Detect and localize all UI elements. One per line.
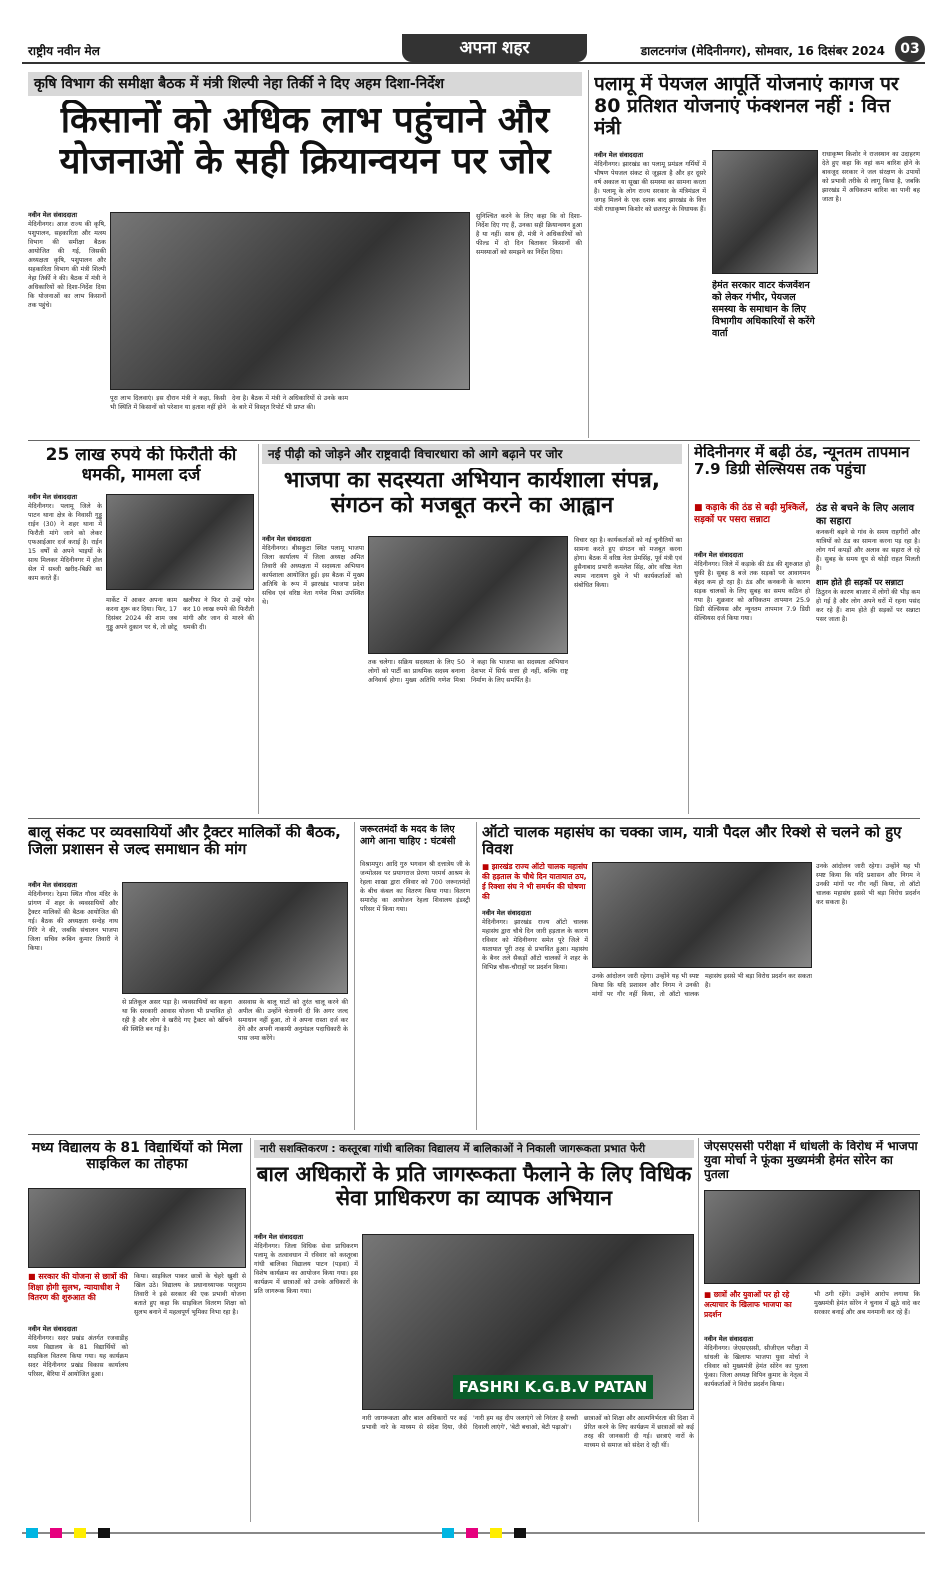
balu-headline: बालू संकट पर व्यवसायियों और ट्रैक्टर मालिकों की बैठक, जिला प्रशासन से जल्द समाधान की मांग [28,824,341,859]
auto-body-2: उनके आंदोलन जारी रहेगा। उन्होंने यह भी स्पष्ट किया कि यदि प्रशासन और निगम ने उनकी मांगों पर गौर नहीं किया, तो ऑटो चालक महासंघ इससे भी बड़ा विरोध प्रदर्शन कर सकता है। [592,973,812,998]
jssc-body: मेदिनीनगर। जेएसएससी, सीजीएल परीक्षा में धांधली के खिलाफ भाजपा युवा मोर्चा ने रविवार को मुख्यमंत्री हेमंत सोरेन का पुतला फूंका। जिला अध्यक्ष विपिन कुमार के नेतृत्व में कार्यकर्ताओं ने विरोध प्रदर्शन किया। [704,1345,808,1388]
school-banner: FASHRI K.G.B.V PATAN [453,1375,653,1399]
lead-kicker: कृषि विभाग की समीक्षा बैठक में मंत्री शिल्पी नेहा तिर्की ने दिए अहम दिशा-निर्देश [28,72,582,96]
jarurat-body: विश्रामपुर। आदि गुरु भगवान श्री दत्तात्रेय जी के जन्मोत्सव पर प्रयागराज प्रेरणा परमर्थ आश्रम के रेहला शाखा द्वारा रविवार को 700 जरूरतमंदों के बीच कंबल का वितरण किया गया। वितरण समारोह का आयोजन रेहला शिवालय इंडस्ट्री परिसर में किया गया। [360,861,470,913]
bjp-col-1 [262,534,364,814]
jarurat-headline: जरूरतमंदों के मदद के लिए आगे आना चाहिए : घंटबंसी [360,824,456,847]
balu-body: मेदिनीनगर। रेड़मा स्थित गौरव मंदिर के प्रांगण में शहर के व्यवसायियों और ट्रैक्टर मालिकों की बैठक आयोजित की गई। बैठक की अध्यक्षता सन्देह नाथ गिरि ने की, जबकि संचालन भाजपा जिला सचिव रूबिन कुमार तिवारी ने किया। [28,891,118,952]
jssc-photo [704,1190,920,1284]
registration-swatch [442,1528,454,1538]
palamu-body: मेदिनीनगर। झारखंड का पलामू प्रमंडल गर्मियों में भीषण पेयजल संकट से जूझता है और हर दूसरे वर्ष अकाल या सूखा की समस्या का सामना करता है। पलामू के लोग राज्य सरकार के मंत्रिमंडल में जगह मिलने के एक दशक बाद झारखंड के वित्त मंत्री राधाकृष्ण किशोर को छतरपुर के विधायक हैं। [594,161,706,213]
auto-body-3: उनके आंदोलन जारी रहेगा। उन्होंने यह भी स्पष्ट किया कि यदि प्रशासन और निगम ने उनकी मांगों पर गौर नहीं किया, तो ऑटो चालक महासंघ इससे भी बड़ा विरोध प्रदर्शन कर सकता है। [816,863,920,906]
firauti-headline: 25 लाख रुपये की फिरौती की धमकी, मामला दर्ज [45,446,237,485]
section-title: अपना शहर [402,34,587,62]
cold-col-1 [694,550,810,814]
cold-box [816,502,920,814]
bal-col-1 [254,1232,358,1522]
firauti-body: मेदिनीनगर। पलामू जिले के पाटन थाना क्षेत्र के निवासी गुड्डू राईन (30) ने शहर थाना में फिरौती मांगे जाने को लेकर एफआईआर दर्ज कराई है। राईन 15 वर्षों से अपने भाइयों के साथ मिलकर मेदिनीनगर में होल सेल में सब्जी खरीद-बिक्री का काम करते हैं। [28,503,102,582]
bal-byline: नवीन मेल संवाददाता [254,1233,303,1241]
auto-headline: ऑटो चालक महासंघ का चक्का जाम, यात्री पैदल और रिक्शे से चलने को हुए विवश [482,824,902,858]
lead-headline: किसानों को अधिक लाभ पहुंचाने और योजनाओं के सही क्रियान्वयन पर जोर [59,100,551,183]
balu-photo [122,882,348,994]
palamu-col-1 [594,150,706,438]
cycle-body: मेदिनीनगर। सदर प्रखंड अंतर्गत रजवाडीह मध्य विद्यालय के 81 विद्यार्थियों को साइकिल वितरण किया गया। यह कार्यक्रम सदर मेदिनीनगर प्रखंड विकास कार्यालय परिसर, बैरिया में आयोजित हुआ। [28,1335,128,1378]
paper-name: राष्ट्रीय नवीन मेल [28,44,100,58]
bal-body-2: नारी जागरूकता और बाल अधिकारों पर कई प्रभावी नारे के माध्यम से संदेश दिया, जैसे 'नारी हम वह दीप जलाएंगे जो निरंतर है सच्ची दिवाली लाएंगे', 'बेटी बचाओ, बेटी पढ़ाओ'। [362,1415,578,1431]
balu-col-1 [28,880,118,1128]
registration-bar [22,1528,925,1538]
palamu-caption: हेमंत सरकार वाटर कंजर्वेशन को लेकर गंभीर, पेयजल समस्या के समाधान के लिए विभागीय अधिकारियों से करेंगे वार्ता [712,280,815,339]
lead-body-3: सुनिश्चित करने के लिए कहा कि वो दिशा-निर्देश दिए गए हैं, उनका सही क्रियान्वयन हुआ है या नहीं। साथ ही, मंत्री ने अधिकारियों को फील्ड में दो दिन बिताकर किसानों की समस्याओं को समझने का निर्देश दिया। [476,213,582,256]
auto-photo [592,862,812,968]
cycle-photo [28,1188,246,1268]
minister-photo [712,150,818,274]
bal-headline: बाल अधिकारों के प्रति जागरूकता फैलाने के लिए विधिक सेवा प्राधिकरण का व्यापक अभियान [256,1162,692,1211]
jssc-byline: नवीन मेल संवाददाता [704,1335,753,1343]
cold-box-title: ठंड से बचने के लिए अलाव का सहारा [816,503,915,527]
lead-body: मेदिनीनगर। आज राज्य की कृषि, पशुपालन, सहकारिता और मत्स्य विभाग की समीक्षा बैठक आयोजित की गई, जिसकी अध्यक्षता कृषि, पशुपालन और सहकारिता विभाग की मंत्री शिल्पी नेहा तिर्की ने की। बैठक में मंत्री ने अधिकारियों को दिशा-निर्देश दिया कि योजनाओं का लाभ किसानों तक पहुंचे। [28,221,106,309]
registration-swatch [98,1528,110,1538]
bjp-body-3: विचार रहा है। कार्यकर्ताओं को नई चुनौतियों का सामना करते हुए संगठन को मजबूत करना होगा। बैठक में वरिष्ठ नेता प्रेमसिंह, पूर्व मंत्री एवं हुसैनाबाद प्रभारी कमलेश सिंह, ओर वरिष्ठ नेता श्याम नारायण दुबे ने भी कार्यकर्ताओं को संबोधित किया। [574,537,682,589]
dateline: डालटनगंज (मेदिनीनगर), सोमवार, 16 दिसंबर 2024 [640,44,885,58]
bal-body-3: छात्राओं को शिक्षा और आत्मनिर्भरता की दिशा में प्रेरित करने के लिए कार्यक्रम में छात्राओं को कई तरह की जानकारी दी गई। छात्राएं नारों के माध्यम से समाज को संदेश दे रही थीं। [584,1415,694,1449]
bal-photo [362,1234,694,1410]
registration-swatch [74,1528,86,1538]
registration-swatch [26,1528,38,1538]
jssc-headline: जेएसएससी परीक्षा में धांधली के विरोध में भाजपा युवा मोर्चा ने फूंका मुख्यमंत्री हेमंत सोरेन का पुतला [704,1140,918,1181]
lead-byline: नवीन मेल संवाददाता [28,211,77,219]
balu-body-3: असवास के बालू घाटों को तुरंत चालू करने की अपील की। उन्होंने चेतावनी दी कि अगर जल्द समाधान नहीं हुआ, तो वे अपना रास्ता दर्ज कर देंगे और अपनी नाकामी अनुमंडल पदाधिकारी के पास जमा करेंगे। [238,999,348,1042]
lead-col-1 [28,210,106,435]
firauti-body-2: मार्केट में आकर अपना काम करना शुरू कर दिया। फिर, 17 दिसंबर 2024 की शाम जब गुड्डू अपने दुकान पर थे, तो छोटू खलीफा ने फिर से उन्हें फोन कर 10 लाख रुपये की फिरौती मांगी और जान से मारने की धमकी दी। [106,597,254,631]
cold-headline: मेदिनीनगर में बढ़ी ठंड, न्यूनतम तापमान 7.9 डिग्री सेल्सियस तक पहुंचा [694,444,910,479]
cycle-body-2: किया। साइकिल पाकर छात्रों के चेहरे खुशी से खिल उठे। विद्यालय के प्रधानाध्यापक परशुराम तिवारी ने इसे सरकार की एक प्रभावी योजना बताते हुए कहा कि साइकिल वितरण शिक्षा को सुलभ बनाने में महत्वपूर्ण भूमिका निभा रहा है। [134,1273,246,1316]
auto-subhead: ■ झारखंड राज्य ऑटो चालक महासंघ की हड़ताल के चौथे दिन यातायात ठप, ई रिक्शा संघ ने भी समर्थन की घोषणा की [482,862,588,906]
firauti-col-1 [28,492,102,812]
cycle-subhead: ■ सरकार की योजना से छात्रों की शिक्षा होगी सुलभ, न्यायाधीश ने वितरण की शुरुआत की [28,1272,128,1322]
palamu-byline: नवीन मेल संवाददाता [594,151,643,159]
cold-body: मेदिनीनगर। जिले में कड़ाके की ठंड की शुरुआत हो चुकी है। सुबह 8 बजे तक सड़कों पर आवागमन बेहद कम हो रहा है। ठंड और कनकनी के कारण सड़क चालकों के लिए सुबह का समय कठिन हो गया है। शुक्रवार को अधिकतम तापमान 25.9 डिग्री सेल्सियस और न्यूनतम तापमान 7.9 डिग्री सेल्सियस दर्ज किया गया। [694,561,810,622]
auto-body: मेदिनीनगर। झारखंड राज्य ऑटो चालक महासंघ द्वारा चौथे दिन जारी हड़ताल के कारण रविवार को मेदिनीनगर समेत पूरे जिले में यातायात पूरी तरह से प्रभावित हुआ। महासंघ के बैनर तले सैकड़ों ऑटो चालकों ने शहर के विभिन्न चौक-चौराहों पर प्रदर्शन किया। [482,919,588,971]
section-rule [28,440,920,441]
jssc-col-1 [704,1334,808,1522]
column-rule [354,822,355,1130]
registration-swatch [466,1528,478,1538]
masthead [22,34,925,64]
bjp-byline: नवीन मेल संवाददाता [262,535,311,543]
cycle-byline: नवीन मेल संवाददाता [28,1325,77,1333]
cold-box-body: कनकनी बढ़ने से गांव के समय राहगीरों और यात्रियों को ठंड का सामना करना पड़ रहा है। लोग गर्म कपड़ों और अलाव का सहारा ले रहे हैं। सुबह के समय धूप से थोड़ी राहत मिलती है। [816,529,920,572]
jssc-subhead: ■ छात्रों और युवाओं पर हो रहे अत्याचार के खिलाफ भाजपा का प्रदर्शन [704,1290,808,1330]
balu-byline: नवीन मेल संवाददाता [28,881,77,889]
bjp-body: मेदिनीनगर। बीसकुटा स्थित पलामू भाजपा जिला कार्यालय में जिला अध्यक्ष अमित तिवारी की अध्यक्षता में सदस्यता अभियान कार्यशाला आयोजित हुई। इस बैठक में मुख्य अतिथि के रूप में झारखंड भाजपा प्रदेश सचिव एवं वरिष्ठ नेता गणेश मिश्रा उपस्थित थे। [262,545,364,606]
column-rule [250,1138,251,1522]
lead-photo [110,212,470,390]
cold-box-title-2: शाम होते ही सड़कों पर सन्नाटा [816,578,904,587]
cold-subhead: ■ कड़ाके की ठंड से बढ़ी मुश्किलें, सड़कों पर पसरा सन्नाटा [694,502,810,548]
bjp-headline: भाजपा का सदस्यता अभियान कार्यशाला संपन्न, संगठन को मजबूत करने का आह्वान [283,468,661,519]
page-number: 03 [895,36,925,62]
bjp-photo [368,536,568,654]
column-rule [588,70,589,438]
bal-kicker: नारी सशक्तिकरण : कस्तूरबा गांधी बालिका विद्यालय में बालिकाओं ने निकाली जागरूकता प्रभात फेरी [254,1140,694,1158]
bjp-kicker: नई पीढ़ी को जोड़ने और राष्ट्रवादी विचारधारा को आगे बढ़ाने पर जोर [262,444,682,464]
section-rule [28,818,920,819]
auto-byline: नवीन मेल संवाददाता [482,909,531,917]
column-rule [688,444,689,814]
jssc-body-2: भी ठगी रहेंगे। उन्होंने आरोप लगाया कि मुख्यमंत्री हेमंत सोरेन ने चुनाव में झूठे वादे कर सरकार बनाई और अब मनमानी कर रहे हैं। [814,1291,920,1316]
palamu-body-2: राधाकृष्ण किशोर ने राजस्थान का उदाहरण देते हुए कहा कि वहां कम बारिश होने के बावजूद सरकार ने जल संरक्षण के उपायों को प्रभावी तरीके से लागू किया है, जबकि झारखंड में अधिकतम बारिश का पानी बह जाता है। [822,151,920,203]
palamu-headline: पलामू में पेयजल आपूर्ति योजनाएं कागज पर 80 प्रतिशत योजनाएं फंक्शनल नहीं : वित्त मंत्री [594,74,899,139]
column-rule [476,822,477,1130]
auto-col-1 [482,908,588,1128]
column-rule [698,1138,699,1522]
firauti-byline: नवीन मेल संवाददाता [28,493,77,501]
cold-box-body-2: ठिठुरन के कारण बाजार में लोगों की भीड़ कम हो गई है और लोग अपने घरों में रहना पसंद कर रहे हैं। शाम होते ही सड़कों पर सन्नाटा पसर जाता है। [816,589,920,623]
balu-body-2: से प्रतिकूल असर पड़ा है। व्यवसायियों का कहना था कि सरकारी आवास योजना भी प्रभावित हो रही है और लोग वे खरीदे गए ट्रैक्टर को खींचने की स्थिति बन गई है। [122,999,232,1033]
cycle-headline: मध्य विद्यालय के 81 विद्यार्थियों को मिला साइकिल का तोहफा [31,1140,243,1173]
section-rule [28,1134,920,1135]
bal-body: मेदिनीनगर। जिला विधिक सेवा प्राधिकरण पलामू के तत्वावधान में रविवार को कस्तूरबा गांधी बालिका विद्यालय पाटन (पड़वा) में विशेष कार्यक्रम का आयोजन किया गया। इस कार्यक्रम में छात्राओं को उनके अधिकारों के प्रति जागरूक किया गया। [254,1243,358,1295]
lead-body-2: पूरा लाभ दिलवाएं। इस दौरान मंत्री ने कहा, किसी भी स्थिति में किसानों को परेशान या हताश नहीं होने देना है। बैठक में मंत्री ने अधिकारियों से उनके काम के बारे में विस्तृत रिपोर्ट भी प्राप्त की। [110,395,348,411]
registration-swatch [514,1528,526,1538]
cycle-col-1 [28,1324,128,1520]
registration-swatch [490,1528,502,1538]
firauti-photo [106,494,254,590]
bjp-body-2: तक चलेगा। सक्रिय सदस्यता के लिए 50 लोगों को पार्टी का प्राथमिक सदस्य बनाना अनिवार्य होगा। मुख्य अतिथि गणेश मिश्रा ने कहा कि भाजपा का सदस्यता अभियान देशभर में सिर्फ सत्ता ही नहीं, बल्कि राष्ट्र निर्माण के लिए समर्पित है। [368,659,568,684]
registration-swatch [50,1528,62,1538]
column-rule [258,444,259,814]
cold-byline: नवीन मेल संवाददाता [694,551,743,559]
